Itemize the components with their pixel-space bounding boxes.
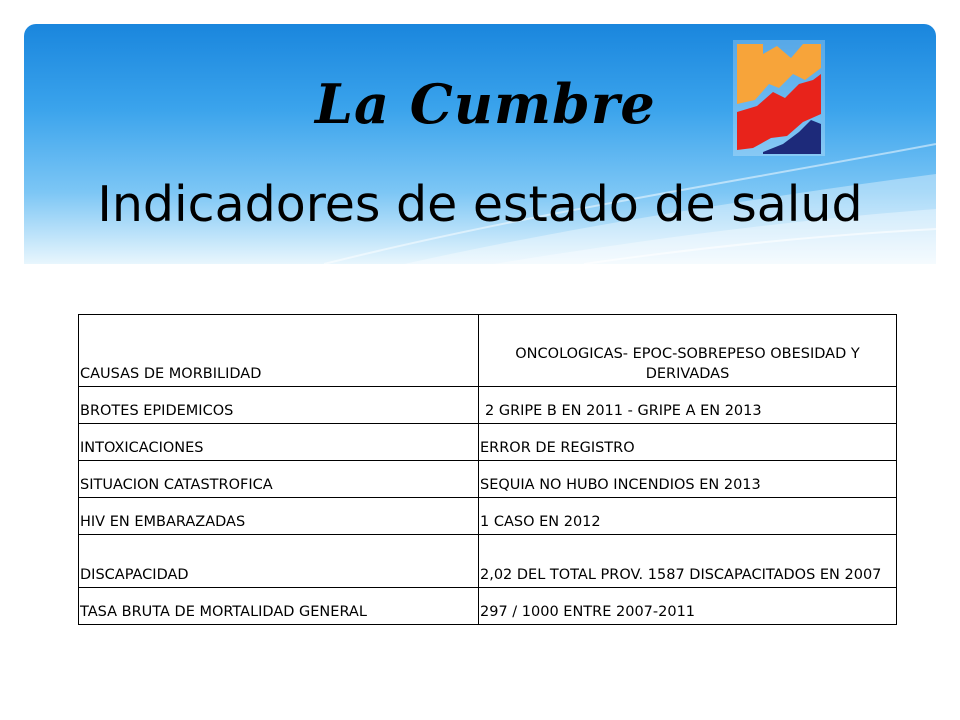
health-indicators-table [78, 314, 897, 625]
page-subtitle: Indicadores de estado de salud [97, 176, 863, 233]
table-row [79, 387, 897, 424]
row-value: ONCOLOGICAS- EPOC-SOBREPESO OBESIDAD Y DERIVADAS [479, 315, 897, 387]
table-row [79, 424, 897, 461]
table-row [79, 535, 897, 588]
table-row [79, 498, 897, 535]
table-row [79, 588, 897, 625]
row-value: SEQUIA NO HUBO INCENDIOS EN 2013 [479, 461, 897, 498]
row-label: SITUACION CATASTROFICA [79, 461, 479, 498]
row-label: TASA BRUTA DE MORTALIDAD GENERAL [79, 588, 479, 625]
row-label: BROTES EPIDEMICOS [79, 387, 479, 424]
la-cumbre-logo-icon [733, 40, 825, 156]
table-row [79, 461, 897, 498]
row-label: DISCAPACIDAD [79, 535, 479, 588]
row-label: INTOXICACIONES [79, 424, 479, 461]
row-label: CAUSAS DE MORBILIDAD [79, 315, 479, 387]
row-value: ERROR DE REGISTRO [479, 424, 897, 461]
row-label: HIV EN EMBARAZADAS [79, 498, 479, 535]
page-title: La Cumbre [315, 72, 656, 136]
row-value: 297 / 1000 ENTRE 2007-2011 [479, 588, 897, 625]
row-value: 1 CASO EN 2012 [479, 498, 897, 535]
table-row [79, 315, 897, 387]
row-value: 2,02 DEL TOTAL PROV. 1587 DISCAPACITADOS EN 2007 [479, 535, 897, 588]
row-value: 2 GRIPE B EN 2011 - GRIPE A EN 2013 [479, 387, 897, 424]
